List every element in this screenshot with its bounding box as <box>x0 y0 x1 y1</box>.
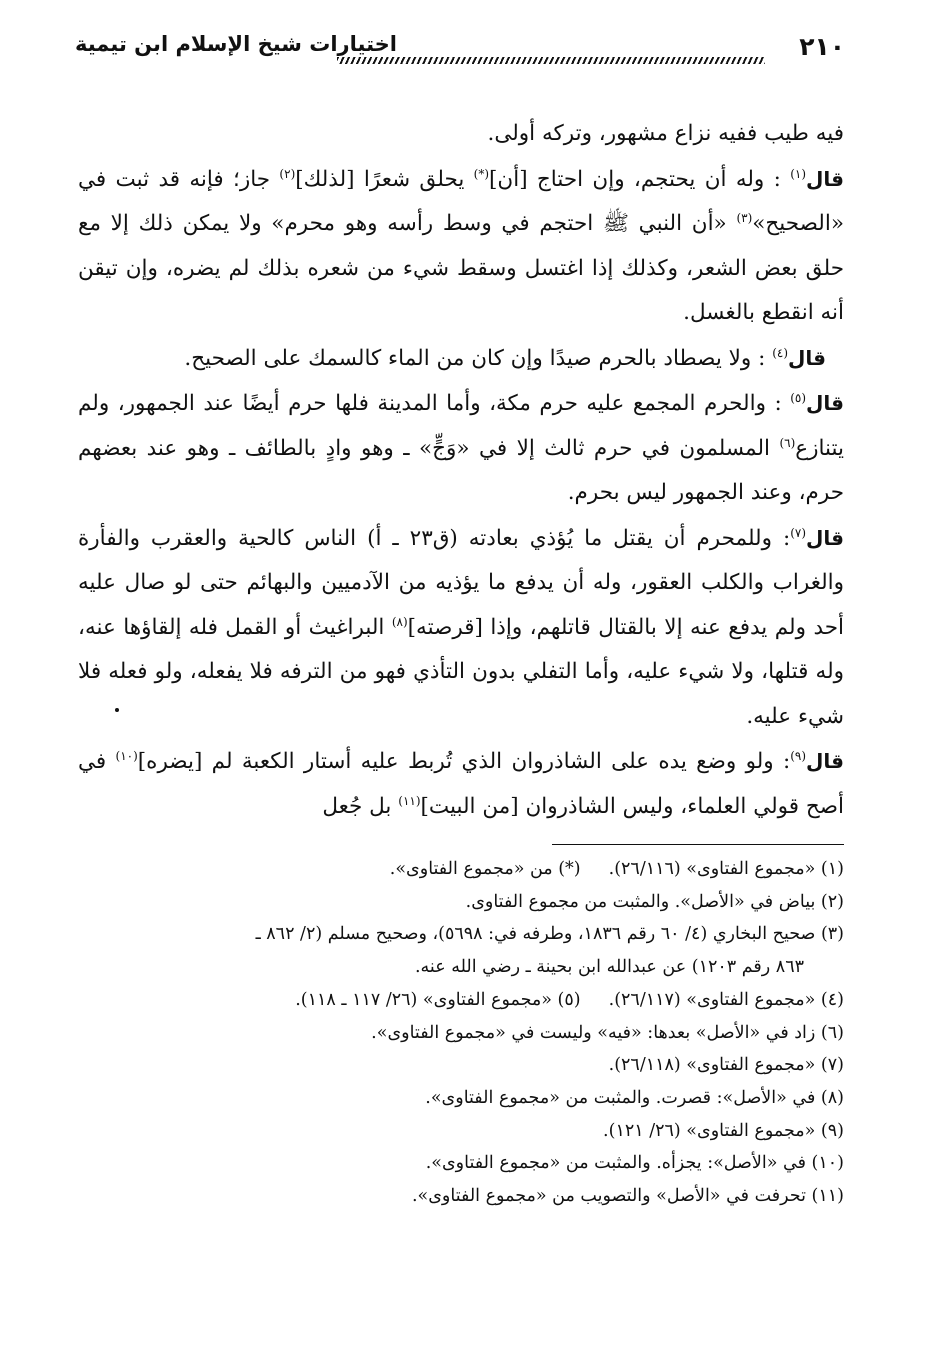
footnote-4: (٤) «مجموع الفتاوى» (٢٦/١١٧). <box>608 989 844 1010</box>
paragraph-text: : وللمحرم أن يقتل ما يُؤذي بعادته (ق٢٣ ـ أ) الناس كالحية والعقرب والفأرة والغراب والكلب العقور، وله أن يدفع ما يؤذيه من الآدميين والبهائم حتى لو صال عليه أحد ولم يدفع عنه إلا بالقتال قاتلهم، وإذا [قرصته] <box>78 525 844 640</box>
footnote-ref-2: (٢) <box>279 166 296 181</box>
footnote-3: (٣) صحيح البخاري (٤/ ٦٠ رقم ١٨٣٦، وطرفه في: ٥٦٩٨)، وصحيح مسلم (٢/ ٨٦٢ ـ <box>255 924 844 945</box>
paragraph-text: : ولا يصطاد بالحرم صيدًا وإن كان من الماء كالسمك على الصحيح. <box>184 345 773 371</box>
paragraph-text: فيه طيب ففيه نزاع مشهور، وتركه أولى. <box>487 121 844 146</box>
paragraph-text: : وله أن يحتجم، وإن احتاج [أن] <box>489 166 791 192</box>
footnote-7: (٧) «مجموع الفتاوى» (٢٦/١١٨). <box>608 1055 844 1076</box>
footnote-ref-7: (٧) <box>790 525 807 540</box>
qal-marker: قال <box>806 166 844 191</box>
paragraph-text: جاز؛ فإنه قد ثبت في «الصحيح» <box>78 166 844 236</box>
page-number: ٢١٠ <box>799 32 845 61</box>
footnote-text: (١) «مجموع الفتاوى» (٢٦/١١٦). <box>608 859 844 879</box>
footnote-4-5 <box>78 984 844 1017</box>
paragraph-4 <box>78 381 844 516</box>
paragraph-text: في أصح قولي العلماء، وليس الشاذروان [من البيت] <box>78 749 844 819</box>
book-title: اختيارات شيخ الإسلام ابن تيمية <box>75 32 398 56</box>
qal-marker: قال <box>806 391 844 415</box>
footnote-2: (٢) بياض في «الأصل». والمثبت من مجموع الفتاوى. <box>465 891 844 912</box>
footnote-1 <box>78 853 844 886</box>
footnote-11: (١١) تحرفت في «الأصل» والتصويب من «مجموع الفتاوى». <box>411 1186 844 1207</box>
footnote-3-continued: ٨٦٣ رقم ١٢٠٣) عن عبدالله ابن بحينة ـ رضي الله عنه. <box>414 957 804 978</box>
footnote-ref-1: (١) <box>790 166 807 181</box>
paragraph-5 <box>78 516 844 740</box>
footnote-10: (١٠) في «الأصل»: يجزأه. والمثبت من «مجموع الفتاوى». <box>425 1153 844 1174</box>
paragraph-text: «أن النبي ﷺ احتجم في وسط رأسه وهو محرم» ولا يمكن ذلك إلا مع حلق بعض الشعر، وكذلك إذا اغتسل وسقط شيء من شعره بذلك لم يضره، وإن تيقن أنه انقطع بالغسل. <box>78 211 844 325</box>
paragraph-text: يحلق شعرًا [لذلك] <box>295 166 474 192</box>
footnote-8: (٨) في «الأصل»: قصرت. والمثبت من «مجموع الفتاوى». <box>425 1087 844 1108</box>
footnotes <box>78 853 844 1213</box>
header-decorative-rule <box>337 57 765 64</box>
footnote-5: (٥) «مجموع الفتاوى» (٢٦/ ١١٧ ـ ١١٨). <box>295 989 581 1010</box>
stray-dot <box>115 708 119 712</box>
footnote-ref-5: (٥) <box>790 390 807 405</box>
qal-marker: قال <box>788 345 826 370</box>
footnote-6: (٦) زاد في «الأصل» بعدها: «فيه» وليست في «مجموع الفتاوى». <box>371 1022 844 1043</box>
footnote-ref-3: (٣) <box>736 210 753 225</box>
footnote-ref-10: (١٠) <box>115 748 138 763</box>
footnote-separator <box>552 844 844 845</box>
footnote-ref-star: (*) <box>473 166 490 181</box>
paragraph-3 <box>78 336 844 382</box>
paragraph-text: بل جُعل <box>322 793 399 819</box>
footnote-ref-8: (٨) <box>391 614 408 629</box>
paragraph-text: البراغيث أو القمل فله إلقاؤها عنه، وله قتلها، ولا شيء عليه، وأما التفلي بدون التأذي فهو من الترفه فلا يفعله، ولو فعله فلا شيء عليه. <box>78 614 844 729</box>
paragraph-1 <box>78 112 844 157</box>
running-header <box>75 30 845 74</box>
footnote-ref-9: (٩) <box>790 748 807 763</box>
paragraph-text: : والحرم المجمع عليه حرم مكة، وأما المدينة فلها حرم أيضًا عند الجمهور، ولم يتنازع <box>78 391 844 461</box>
paragraph-6 <box>78 739 844 829</box>
footnote-ref-11: (١١) <box>398 793 421 808</box>
paragraph-text: : ولو وضع يده على الشاذروان الذي تُربط عليه أستار الكعبة لم [يضره] <box>137 749 791 774</box>
paragraph-2 <box>78 157 844 336</box>
paragraph-text: المسلمون في حرم ثالث إلا في «وَجٍّ» ـ وهو وادٍ بالطائف ـ وهو عند بعضهم حرم، وعند الجمهور ليس بحرم. <box>78 435 844 505</box>
footnote-9: (٩) «مجموع الفتاوى» (٢٦/ ١٢١). <box>603 1120 844 1141</box>
footnote-star: (*) من «مجموع الفتاوى». <box>389 859 581 879</box>
qal-marker: قال <box>806 525 844 550</box>
qal-marker: قال <box>806 749 844 773</box>
footnote-ref-6: (٦) <box>779 435 796 450</box>
main-text <box>78 112 844 829</box>
footnote-ref-4: (٤) <box>772 345 789 360</box>
